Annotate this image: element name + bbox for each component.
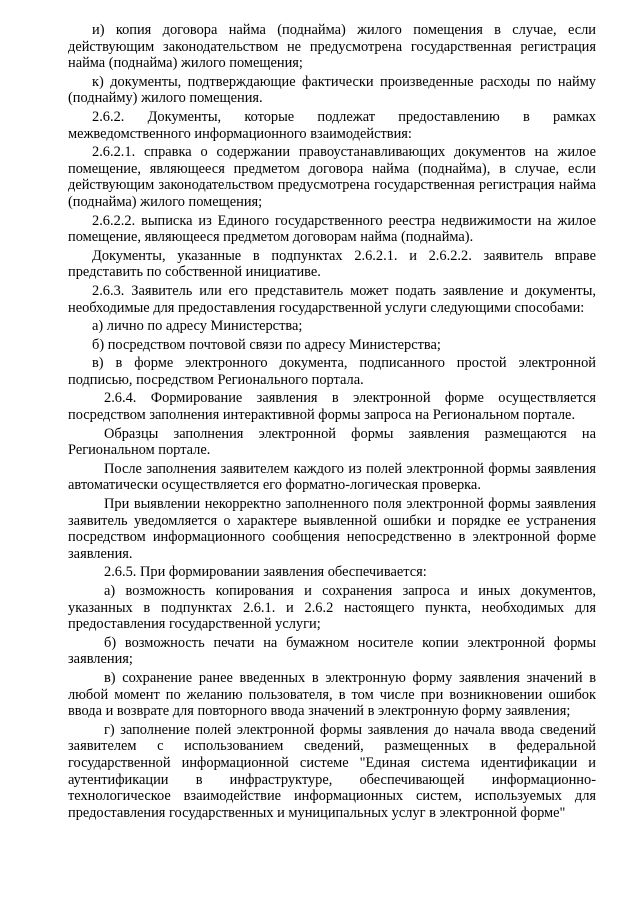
paragraph-provision-v: в) сохранение ранее введенных в электронную форму заявления значений в любой момент по желанию пользователя, в том числе при возникновении ошибок ввода и возврате для повторного ввода значений в электронную форму заявления; [68, 669, 596, 720]
paragraph-2-6-5: 2.6.5. При формировании заявления обеспечивается: [104, 564, 427, 581]
paragraph-own-initiative: Документы, указанные в подпунктах 2.6.2.1. и 2.6.2.2. заявитель вправе представить по собственной инициативе. [68, 247, 596, 281]
paragraph-item-k: к) документы, подтверждающие фактически произведенные расходы по найму (поднайму) жилого помещения. [68, 73, 596, 107]
paragraph-provision-b: б) возможность печати на бумажном носителе копии электронной формы заявления; [68, 634, 596, 668]
paragraph-2-6-2: 2.6.2. Документы, которые подлежат предоставлению в рамках межведомственного информационного взаимодействия: [68, 108, 596, 142]
paragraph-method-v: в) в форме электронного документа, подписанного простой электронной подписью, посредством Регионального портала. [68, 355, 596, 388]
paragraph-samples: Образцы заполнения электронной формы заявления размещаются на Региональном портале. [68, 425, 596, 459]
paragraph-2-6-3: 2.6.3. Заявитель или его представитель может подать заявление и документы, необходимые для предоставления государственной услуги следующими способами: [68, 282, 596, 316]
paragraph-2-6-2-2: 2.6.2.2. выписка из Единого государственного реестра недвижимости на жилое помещение, являющееся предметом договорам найма (поднайма). [68, 212, 596, 246]
paragraph-2-6-4: 2.6.4. Формирование заявления в электронной форме осуществляется посредством заполнения интерактивной формы запроса на Региональном портале. [68, 390, 596, 424]
paragraph-item-i: и) копия договора найма (поднайма) жилого помещения в случае, если действующим законодательством не предусмотрена государственная регистрация найма (поднайма) жилого помещения; [68, 22, 596, 72]
paragraph-method-a: а) лично по адресу Министерства; [92, 318, 303, 335]
paragraph-provision-a: а) возможность копирования и сохранения запроса и иных документов, указанных в подпунктах 2.6.1. и 2.6.2 настоящего пункта, необходимых для предоставления государственной услуги; [68, 583, 596, 633]
paragraph-2-6-2-1: 2.6.2.1. справка о содержании правоустанавливающих документов на жилое помещение, являющееся предметом договора найма (поднайма), в случае, если действующим законодательством предусмотрена государственная регистрация найма (поднайма) жилого помещения; [68, 144, 596, 210]
paragraph-provision-g: г) заполнение полей электронной формы заявления до начала ввода сведений заявителем с использованием сведений, размещенных в федеральной государственной информационной системе "Единая система идентификации и аутентификации в инфраструктуре, обеспечивающей информационно-технологическое взаимодействие информационных систем, используемых для предоставления государственных и муниципальных услуг в электронной форме" [68, 721, 596, 821]
paragraph-method-b: б) посредством почтовой связи по адресу Министерства; [92, 336, 441, 353]
paragraph-format-check: После заполнения заявителем каждого из полей электронной формы заявления автоматически осуществляется его форматно-логическая проверка. [68, 460, 596, 494]
paragraph-error-notice: При выявлении некорректно заполненного поля электронной формы заявления заявитель уведомляется о характере выявленной ошибки и порядке ее устранения посредством информационного сообщения непосредственно в электронной форме заявления. [68, 496, 596, 562]
